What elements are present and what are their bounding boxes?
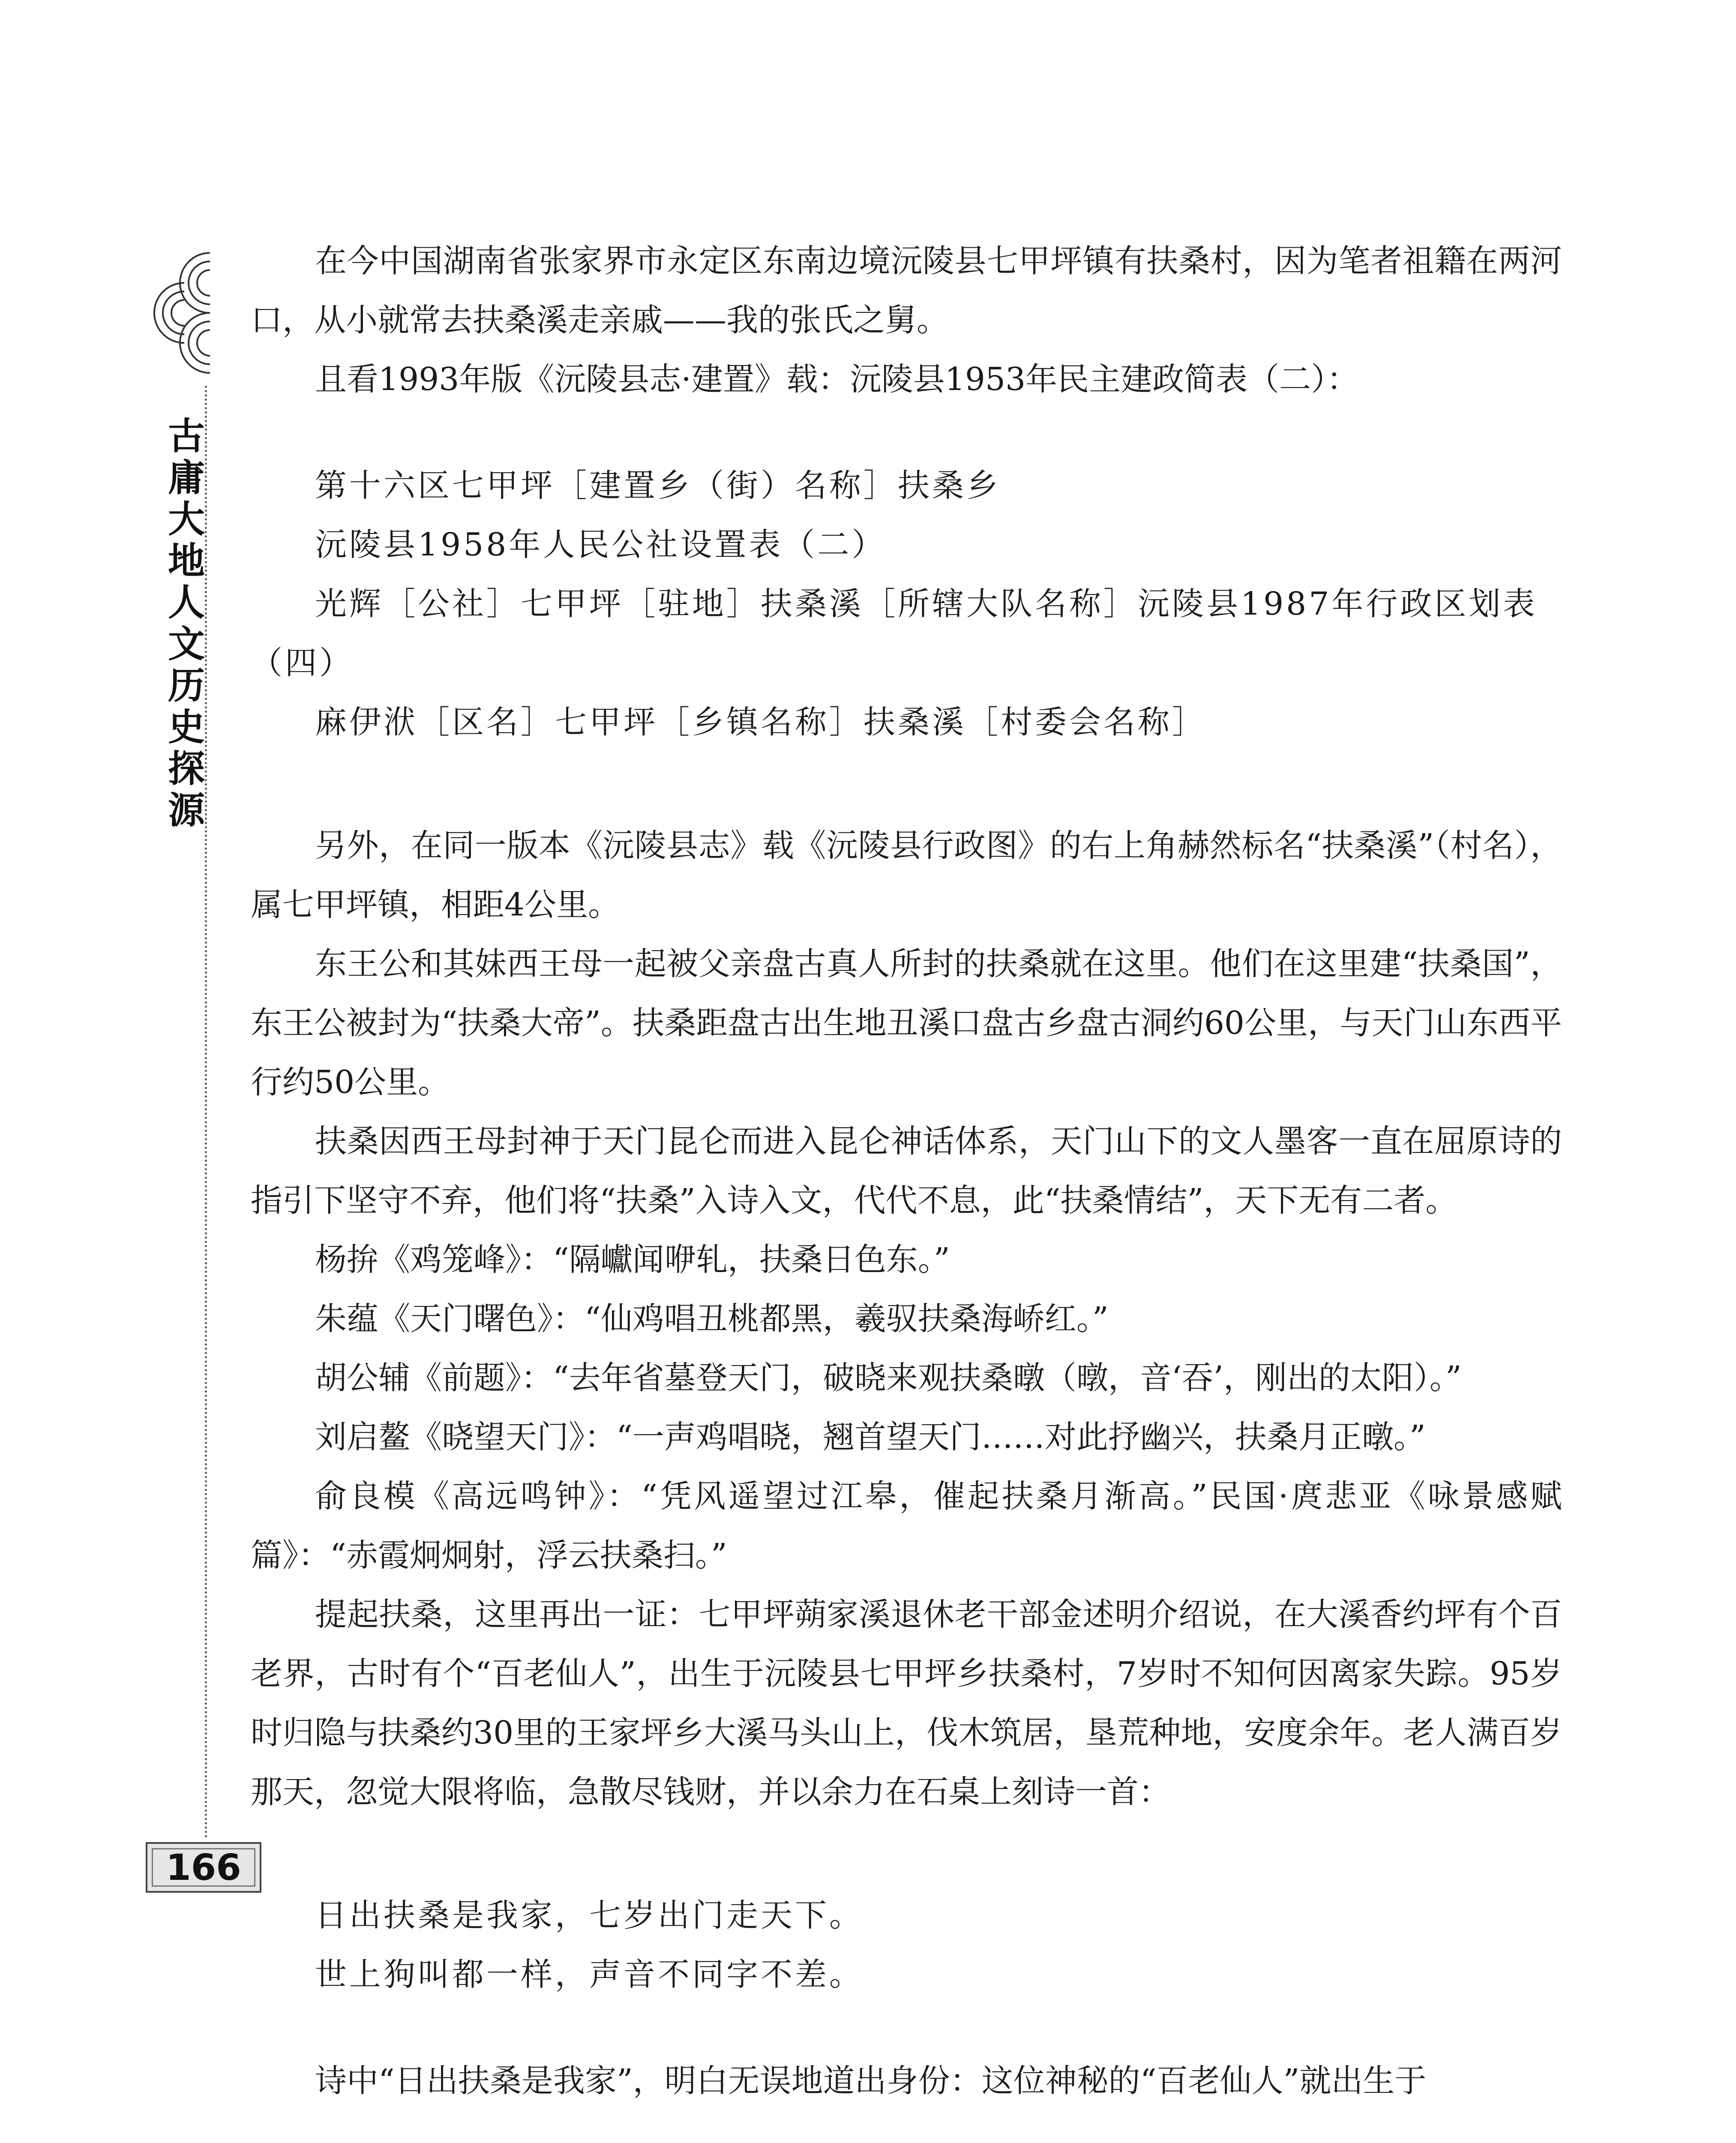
paragraph: 另外，在同一版本《沅陵县志》载《沅陵县行政图》的右上角赫然标名“扶桑溪”（村名），属七甲坪镇，相距4公里。 xyxy=(251,827,1562,923)
spacer xyxy=(251,752,1562,816)
paragraph: 朱蕴《天门曙色》：“仙鸡唱丑桃都黑，羲驭扶桑海峤红。” xyxy=(315,1300,1109,1337)
paragraph: 在今中国湖南省张家界市永定区东南边境沅陵县七甲坪镇有扶桑村，因为笔者祖籍在两河口，从小就常去扶桑溪走亲戚——我的张氏之舅。 xyxy=(251,243,1562,339)
book-title-vertical: 古庸大地人文历史探源 xyxy=(168,415,205,832)
poem-line: 日出扶桑是我家，七岁出门走天下。 xyxy=(315,1897,864,1934)
quoted-record: 光辉［公社］七甲坪［驻地］扶桑溪［所辖大队名称］沅陵县1987年行政区划表（四） xyxy=(251,585,1538,681)
paragraph: 且看1993年版《沅陵县志·建置》载：沅陵县1953年民主建政简表（二）： xyxy=(315,361,1359,398)
paragraph: 扶桑因西王母封神于天门昆仑而进入昆仑神话体系，天门山下的文人墨客一直在屈原诗的指引下坚守不弃，他们将“扶桑”入诗入文，代代不息，此“扶桑情结”，天下无有二者。 xyxy=(251,1123,1562,1219)
cloud-ornament-icon xyxy=(133,244,210,381)
quoted-record: 沅陵县1958年人民公社设置表（二） xyxy=(315,526,886,563)
page-number-frame xyxy=(152,1848,255,1887)
spacer xyxy=(251,2004,1562,2051)
quoted-record: 第十六区七甲坪［建置乡（街）名称］扶桑乡 xyxy=(315,467,1001,504)
paragraph: 东王公和其妹西王母一起被父亲盘古真人所封的扶桑就在这里。他们在这里建“扶桑国”，东王公被封为“扶桑大帝”。扶桑距盘古出生地丑溪口盘古乡盘古洞约60公里，与天门山东西平行约50公里。 xyxy=(251,945,1562,1101)
page-number: 166 xyxy=(166,1846,241,1888)
paragraph: 提起扶桑，这里再出一证：七甲坪蒴家溪退休老干部金述明介绍说，在大溪香约坪有个百老界，古时有个“百老仙人”，出生于沅陵县七甲坪乡扶桑村，7岁时不知何因离家失踪。95岁时归隐与扶桑约30里的王家坪乡大溪马头山上，伐木筑居，垦荒种地，安度余年。老人满百岁那天，忽觉大限将临，急散尽钱财，并以余力在石桌上刻诗一首： xyxy=(251,1596,1562,1810)
paragraph: 胡公辅《前题》：“去年省墓登天门，破晓来观扶桑暾（暾，音‘吞’，刚出的太阳）。” xyxy=(315,1360,1462,1396)
page-number-box xyxy=(146,1842,261,1893)
poem-line: 世上狗叫都一样，声音不同字不差。 xyxy=(315,1956,864,1993)
paragraph: 诗中“日出扶桑是我家”，明白无误地道出身份：这位神秘的“百老仙人”就出生于 xyxy=(315,2062,1427,2099)
body-text xyxy=(251,231,1562,2110)
paragraph: 刘启鳌《晓望天门》：“一声鸡唱晓，翘首望天门……对此抒幽兴，扶桑月正暾。” xyxy=(315,1419,1426,1456)
quoted-record: 麻伊洑［区名］七甲坪［乡镇名称］扶桑溪［村委会名称］ xyxy=(315,704,1206,741)
margin-dotted-rule xyxy=(205,386,207,1839)
paragraph: 俞良模《高远鸣钟》：“凭风遥望过江皋，催起扶桑月渐高。”民国·庹悲亚《咏景感赋篇》：“赤霞炯炯射，浮云扶桑扫。” xyxy=(251,1478,1562,1574)
spacer xyxy=(251,1822,1562,1886)
spacer xyxy=(251,409,1562,456)
paragraph: 杨拚《鸡笼峰》：“隔巘闻咿轧，扶桑日色东。” xyxy=(315,1241,950,1278)
